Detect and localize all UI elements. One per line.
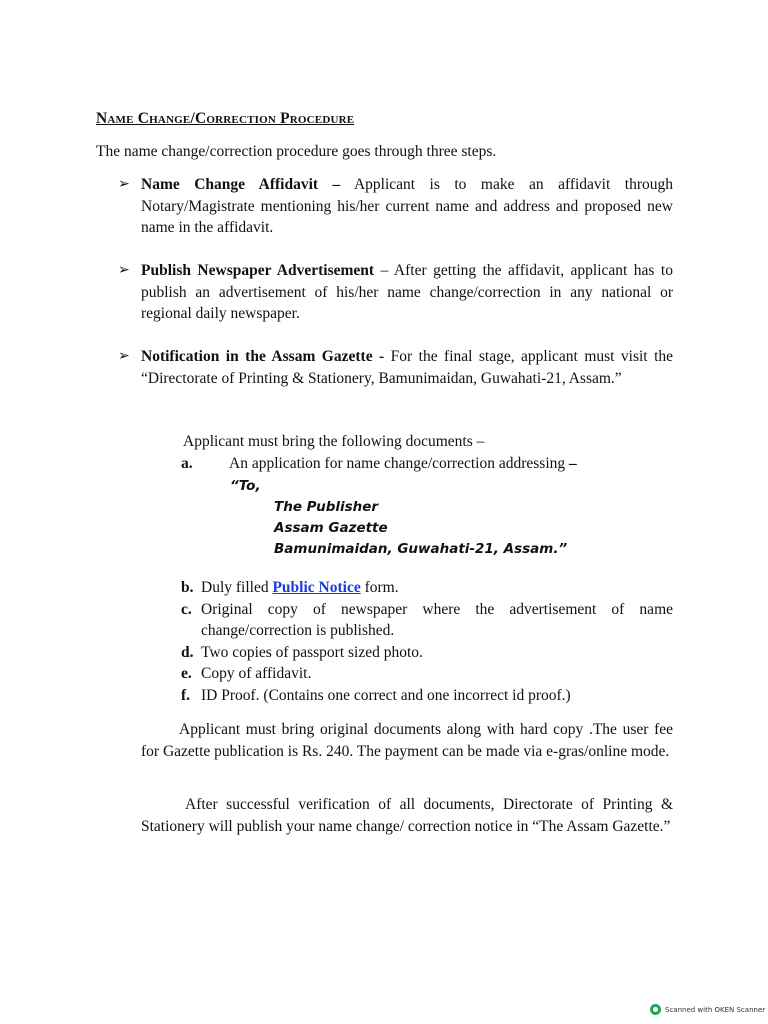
address-line: The Publisher — [274, 499, 379, 515]
public-notice-link[interactable]: Public Notice — [272, 579, 361, 596]
item-text: ID Proof. (Contains one correct and one incorrect id proof.) — [201, 686, 571, 704]
step-heading: Publish Newspaper Advertisement — [141, 262, 375, 279]
item-text: An application for name change/correction addressing — [229, 455, 570, 472]
item-label: c. — [181, 600, 192, 618]
step-advertisement — [118, 260, 673, 325]
step-heading: Name Change Affidavit – — [141, 176, 341, 193]
item-text: Original copy of newspaper where the advertisement of name change/correction is published. — [201, 600, 673, 639]
step-text: Applicant is to make an affidavit through Notary/Magistrate mentioning his/her current name and address and proposed new name in the affidavit. — [141, 176, 673, 236]
documents-intro: Applicant must bring the following documents – — [183, 433, 485, 450]
step-text: – After getting the affidavit, applicant has to publish an advertisement of his/her name change/correction in any national or regional daily newspaper. — [141, 262, 673, 322]
scanner-logo-icon — [650, 1004, 661, 1015]
address-block — [230, 476, 567, 560]
list-item — [181, 663, 673, 685]
item-text: Two copies of passport sized photo. — [201, 643, 423, 661]
item-label: a. — [181, 455, 193, 472]
address-line: “To, — [230, 478, 261, 494]
paragraph-text: Applicant must bring original documents along with hard copy .The user fee for Gazette publication is Rs. 240. The payment can be made via e-gras/online mode. — [141, 721, 673, 760]
arrow-bullet-icon: ➢ — [118, 263, 130, 278]
arrow-bullet-icon: ➢ — [118, 177, 130, 192]
list-item — [181, 685, 673, 707]
address-line: Assam Gazette — [274, 520, 388, 536]
step-gazette — [118, 346, 673, 389]
intro-text: The name change/correction procedure goes through three steps. — [96, 143, 497, 160]
paragraph-text: After successful verification of all documents, Directorate of Printing & Stationery will publish your name change/ correction notice in “The Assam Gazette.” — [141, 796, 673, 835]
item-label: d. — [181, 643, 194, 661]
arrow-bullet-icon: ➢ — [118, 349, 130, 364]
item-text: Duly filled — [201, 579, 273, 596]
documents-list — [181, 577, 673, 706]
item-label: e. — [181, 665, 192, 682]
item-text: Copy of affidavit. — [201, 665, 312, 682]
step-heading: Notification in the Assam Gazette - — [141, 348, 385, 365]
list-item — [181, 577, 673, 599]
scanner-watermark — [650, 1004, 765, 1015]
list-item — [181, 642, 673, 664]
step-text: For the final stage, applicant must visit the “Directorate of Printing & Stationery, Bamunimaidan, Guwahati-21, Assam.” — [141, 348, 674, 387]
scanner-text: Scanned with OKEN Scanner — [665, 1005, 766, 1014]
item-dash: – — [569, 455, 577, 472]
step-affidavit — [118, 174, 673, 239]
item-label: f. — [181, 686, 191, 704]
list-item — [181, 599, 673, 642]
address-line: Bamunimaidan, Guwahati-21, Assam.” — [274, 541, 568, 557]
verification-paragraph — [141, 794, 673, 837]
item-text: form. — [360, 579, 399, 596]
fee-paragraph — [141, 719, 673, 762]
page-title: Name Change/Correction Procedure — [96, 110, 355, 127]
item-label: b. — [181, 579, 194, 596]
